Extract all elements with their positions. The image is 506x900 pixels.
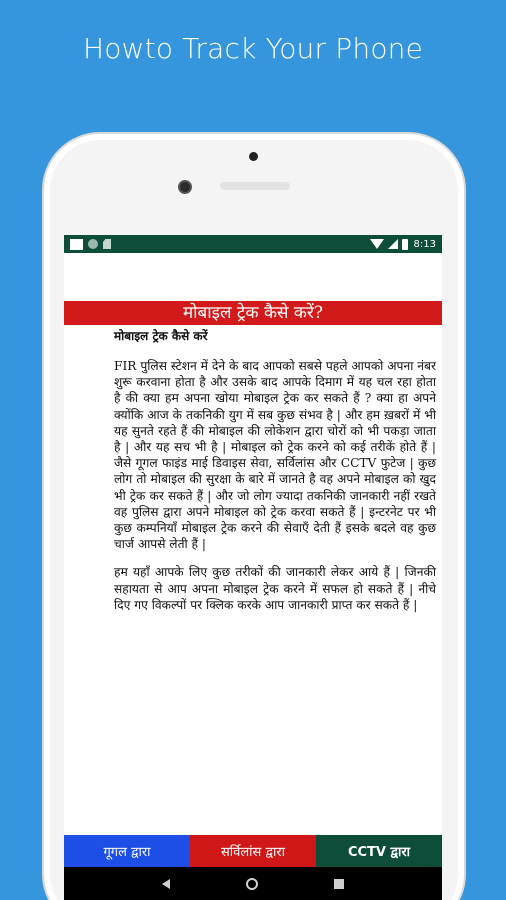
front-camera xyxy=(178,180,192,194)
battery-icon xyxy=(402,239,408,250)
sd-card-icon xyxy=(103,239,111,249)
google-method-button[interactable]: गूगल द्वारा xyxy=(64,835,190,867)
back-icon[interactable] xyxy=(162,879,170,889)
sync-icon xyxy=(88,239,98,249)
signal-icon xyxy=(388,239,398,249)
article-heading: मोबाइल ट्रेक कैसे करें xyxy=(114,329,208,343)
article-paragraph-1: FIR पुलिस स्टेशन में देने के बाद आपको सबसे पहले आपको अपना नंबर शुरू करवाना होता है और उसके बाद आपके दिमाग में यह चल रहा होता है की क्या हम अपना खोया मोबाइल ट्रेक कर सकते हैं ? क्या हा अपने क्योंकि आज के तकनिकी युग में सब कुछ संभव है | और हम ख़बरों में भी यह सुनते रहते हैं की मोबाइल की लोकेशन द्वारा चोरों को भी पकड़ा जाता है | और यह सच भी है | मोबाइल को ट्रेक करने को कई तरीकें होते हैं | जैसे गूगल फाइंड माई डिवाइस सेवा, सर्विलांस और CCTV फुटेज | कुछ लोग तो मोबाइल की सुरक्षा के बारे में जानते है वह अपने मोबाइल को खुद भी ट्रेक कर सकते हैं | और जो लोग ज्यादा तकनिकी जानकारी नहीं रखते वह पुलिस द्वारा अपने मोबाइल को ट्रेक करवा सकते हैं | इन्टरनेट पर भी कुछ कम्पनियाँ मोबाइल ट्रेक करने की सेवाएँ देती हैं इसके बदले वह कुछ चार्ज आपसे लेती हैं | xyxy=(114,359,436,552)
surveillance-method-button[interactable]: सर्विलांस द्वारा xyxy=(190,835,316,867)
cctv-method-button[interactable]: CCTV द्वारा xyxy=(316,835,442,867)
phone-screen xyxy=(64,235,442,900)
method-tabs xyxy=(64,835,442,867)
proximity-sensor xyxy=(249,152,258,161)
article-content xyxy=(114,327,436,625)
page-title: मोबाइल ट्रेक कैसे करें? xyxy=(64,301,442,325)
wifi-icon xyxy=(370,239,384,249)
status-bar xyxy=(64,235,442,253)
notification-icon xyxy=(70,239,83,250)
status-time: 8:13 xyxy=(413,238,436,250)
recent-apps-icon[interactable] xyxy=(334,879,344,889)
android-nav-bar xyxy=(64,867,442,900)
home-icon[interactable] xyxy=(246,878,258,890)
earpiece-speaker xyxy=(220,182,290,190)
promo-headline: Howto Track Your Phone xyxy=(82,32,424,65)
article-paragraph-2: हम यहाँ आपके लिए कुछ तरीकों की जानकारी लेकर आये हैं | जिनकी सहायता से आप अपना मोबाइल ट्रेक करने में सफल हो सकते हैं | नीचे दिए गए विकल्पों पर क्लिक करके आप जानकारी प्राप्त कर सकते हैं | xyxy=(114,565,436,612)
